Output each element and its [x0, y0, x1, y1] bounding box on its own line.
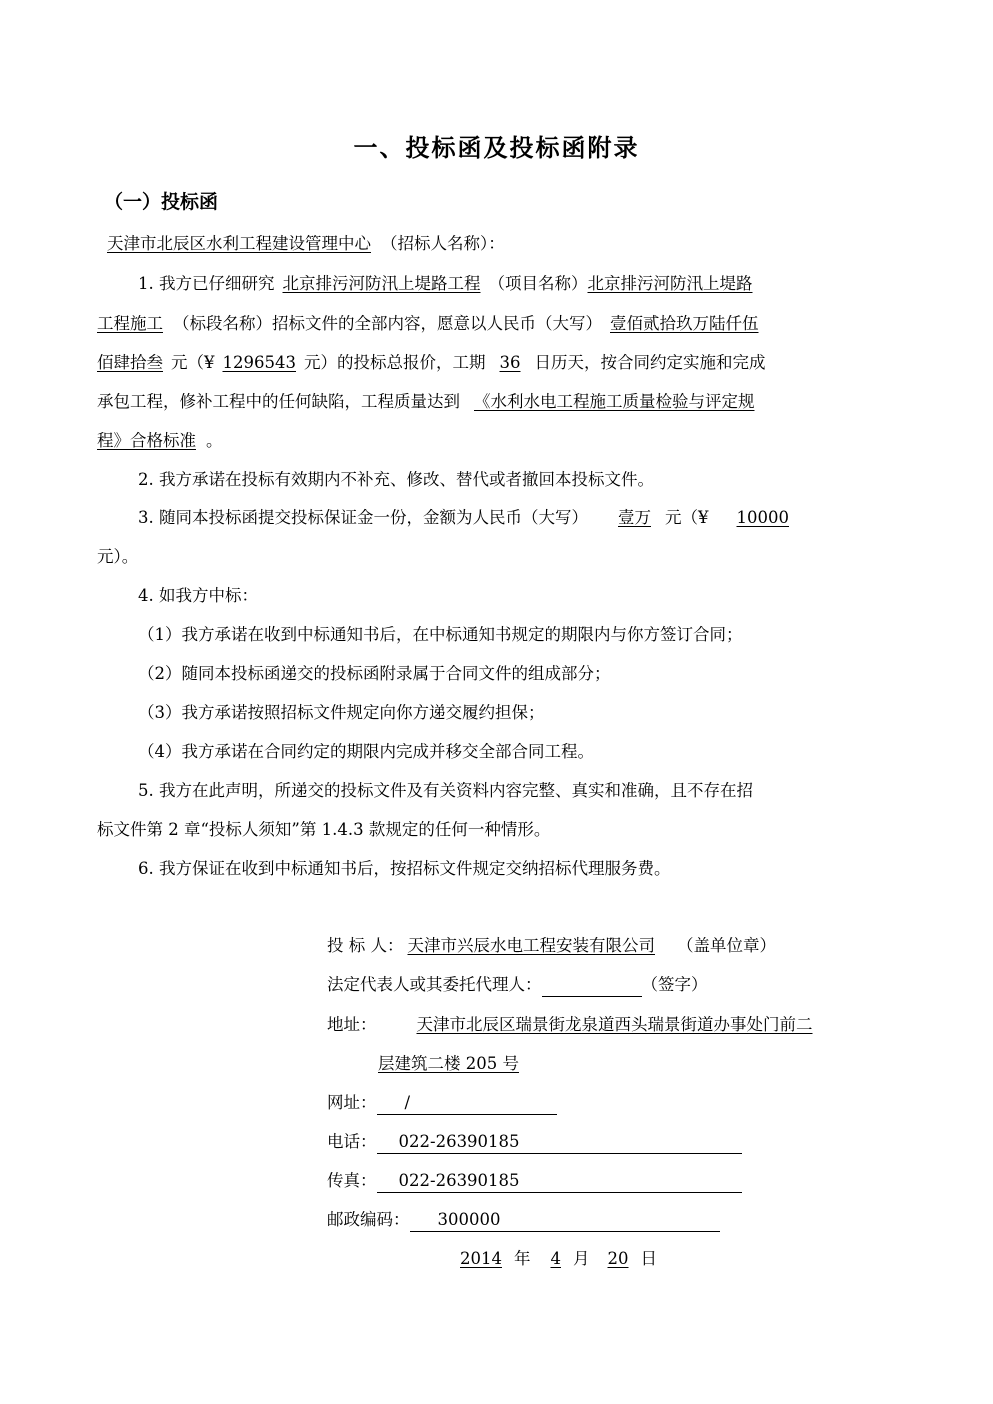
date-day-unit: 日	[640, 1249, 657, 1268]
item5-line1: 5. 我方在此声明，所递交的投标文件及有关资料内容完整、真实和准确，且不存在招	[138, 781, 753, 800]
phone-row	[327, 1130, 742, 1154]
address-row	[327, 1013, 813, 1037]
item4-sub-4: （4）我方承诺在合同约定的期限内完成并移交全部合同工程。	[138, 742, 594, 761]
phone-value: 022-26390185	[377, 1131, 742, 1154]
item1-period: 。	[206, 431, 223, 450]
quality-standard-a: 《水利水电工程施工质量检验与评定规	[474, 392, 755, 411]
item3-prefix: 3. 随同本投标函提交投标保证金一份，金额为人民币（大写）	[138, 508, 588, 527]
postcode-value: 300000	[410, 1209, 720, 1232]
representative-row	[327, 973, 708, 997]
representative-signature-blank	[542, 976, 642, 997]
item4-sub-1: （1）我方承诺在收到中标通知书后，在中标通知书规定的期限内与你方签订合同；	[138, 625, 743, 644]
item1-line5	[97, 429, 223, 453]
addressee-line	[97, 232, 505, 256]
project-name: 北京排污河防汛上堤路工程	[282, 274, 481, 293]
project-label: （项目名称）	[488, 274, 588, 293]
item1-line3	[97, 351, 766, 375]
yuan-open: 元（¥	[171, 353, 215, 372]
tenderer-name: 天津市北辰区水利工程建设管理中心	[107, 234, 371, 253]
fax-value: 022-26390185	[377, 1170, 742, 1193]
website-value: /	[377, 1092, 557, 1115]
representative-label: 法定代表人或其委托代理人：	[327, 975, 542, 994]
section-heading: （一）投标函	[104, 191, 219, 213]
fax-label: 传真：	[327, 1171, 377, 1190]
representative-note: （签字）	[641, 975, 708, 994]
amount-words-a: 壹佰贰拾玖万陆仟伍	[610, 314, 759, 333]
address-value-a: 天津市北辰区瑞景街龙泉道西头瑞景街道办事处门前二	[416, 1015, 813, 1034]
bidder-row	[327, 934, 776, 958]
item3-line1	[138, 506, 789, 530]
duration: 36	[499, 353, 521, 372]
date-year-unit: 年	[514, 1249, 531, 1268]
item2: 2. 我方承诺在投标有效期内不补充、修改、替代或者撤回本投标文件。	[138, 470, 654, 489]
phone-label: 电话：	[327, 1132, 377, 1151]
postcode-row	[327, 1208, 720, 1232]
item4-sub-2: （2）随同本投标函递交的投标函附录属于合同文件的组成部分；	[138, 664, 611, 683]
item5-line2: 标文件第 2 章“投标人须知”第 1.4.3 款规定的任何一种情形。	[97, 820, 551, 839]
deposit-yuan-open: 元（¥	[665, 508, 709, 527]
item4-heading: 4. 如我方中标：	[138, 586, 258, 605]
bidder-name: 天津市兴辰水电工程安装有限公司	[407, 936, 655, 955]
date-month: 4	[550, 1249, 561, 1268]
duration-suffix: 日历天，按合同约定实施和完成	[534, 353, 766, 372]
address-label: 地址：	[327, 1015, 377, 1034]
item4-sub-3: （3）我方承诺按照招标文件规定向你方递交履约担保；	[138, 703, 545, 722]
section-name-a: 北京排污河防汛上堤路	[587, 274, 753, 293]
item6: 6. 我方保证在收到中标通知书后，按招标文件规定交纳招标代理服务费。	[138, 859, 671, 878]
tenderer-suffix: （招标人名称）：	[381, 234, 505, 253]
address-row-2	[378, 1052, 525, 1076]
deposit-number: 10000	[736, 508, 789, 527]
date-day: 20	[607, 1249, 629, 1268]
bidder-note: （盖单位章）	[677, 936, 776, 955]
website-row	[327, 1091, 557, 1115]
address-value-b: 层建筑二楼 205 号	[378, 1054, 519, 1073]
section-label: （标段名称）招标文件的全部内容，愿意以人民币（大写）	[173, 314, 602, 333]
item1-line1	[138, 272, 753, 296]
deposit-words: 壹万	[618, 508, 651, 527]
amount-words-b: 佰肆拾叁	[97, 353, 163, 372]
date-row	[444, 1247, 657, 1271]
item1-line4	[97, 390, 755, 414]
quality-standard-b: 程》合格标准	[97, 431, 196, 450]
date-month-unit: 月	[573, 1249, 590, 1268]
section-name-b: 工程施工	[97, 314, 163, 333]
bidder-label: 投 标 人：	[327, 936, 404, 955]
item3-line2: 元）。	[97, 547, 139, 566]
postcode-label: 邮政编码：	[327, 1210, 410, 1229]
quality-text: 承包工程，修补工程中的任何缺陷，工程质量达到	[97, 392, 460, 411]
website-label: 网址：	[327, 1093, 377, 1112]
fax-row	[327, 1169, 742, 1193]
item1-prefix: 1. 我方已仔细研究	[138, 274, 275, 293]
amount-number: 1296543	[222, 353, 296, 372]
date-year: 2014	[460, 1249, 502, 1268]
yuan-close: 元）的投标总报价，工期	[304, 353, 486, 372]
page-title: 一、投标函及投标函附录	[353, 133, 640, 162]
item1-line2	[97, 312, 759, 336]
